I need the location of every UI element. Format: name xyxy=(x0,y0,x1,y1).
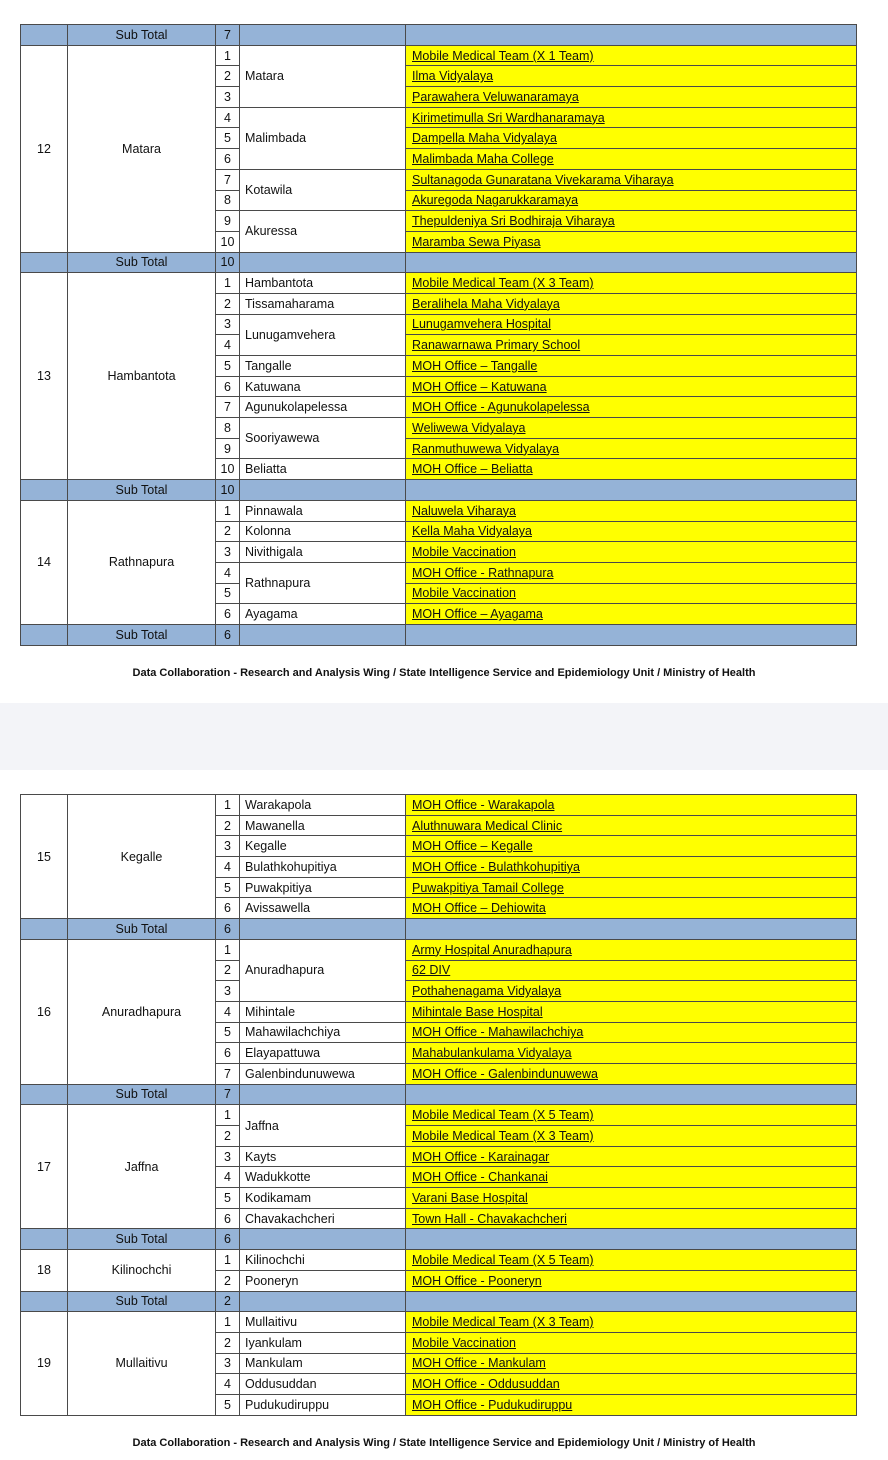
vaccination-center: MOH Office – Tangalle xyxy=(406,356,857,377)
subtotal-blank xyxy=(406,480,857,501)
district-number: 18 xyxy=(21,1250,68,1291)
vaccination-center: Dampella Maha Vidyalaya xyxy=(406,128,857,149)
moh-division: Pudukudiruppu xyxy=(240,1394,406,1415)
vaccination-center: MOH Office - Mankulam xyxy=(406,1353,857,1374)
subtotal-blank xyxy=(240,1291,406,1312)
row-index: 7 xyxy=(216,169,240,190)
vaccination-center: MOH Office - Chankanai xyxy=(406,1167,857,1188)
vaccination-center: MOH Office – Katuwana xyxy=(406,376,857,397)
vaccination-center: MOH Office - Karainagar xyxy=(406,1146,857,1167)
row-index: 1 xyxy=(216,1250,240,1271)
subtotal-blank xyxy=(406,624,857,645)
subtotal-row xyxy=(21,252,857,273)
subtotal-row xyxy=(21,919,857,940)
subtotal-blank xyxy=(240,1229,406,1250)
row-index: 9 xyxy=(216,438,240,459)
subtotal-label: Sub Total xyxy=(68,480,216,501)
vaccination-center: MOH Office - Oddusuddan xyxy=(406,1374,857,1395)
row-index: 1 xyxy=(216,1105,240,1126)
vaccination-center: Mahabulankulama Vidyalaya xyxy=(406,1043,857,1064)
vaccination-center: MOH Office – Kegalle xyxy=(406,836,857,857)
row-index: 2 xyxy=(216,960,240,981)
vaccination-center: Malimbada Maha College xyxy=(406,149,857,170)
moh-division: Warakapola xyxy=(240,795,406,816)
vaccination-center: Pothahenagama Vidyalaya xyxy=(406,981,857,1002)
subtotal-count: 10 xyxy=(216,252,240,273)
vaccination-center: 62 DIV xyxy=(406,960,857,981)
row-index: 1 xyxy=(216,795,240,816)
vaccination-centers-table-1 xyxy=(20,24,857,646)
row-index: 3 xyxy=(216,314,240,335)
subtotal-blank xyxy=(240,919,406,940)
district-name: Hambantota xyxy=(68,273,216,480)
vaccination-center: Lunugamvehera Hospital xyxy=(406,314,857,335)
row-index: 5 xyxy=(216,1394,240,1415)
moh-division: Kilinochchi xyxy=(240,1250,406,1271)
subtotal-row xyxy=(21,1229,857,1250)
moh-division: Pooneryn xyxy=(240,1270,406,1291)
vaccination-center: MOH Office - Warakapola xyxy=(406,795,857,816)
subtotal-row xyxy=(21,1084,857,1105)
row-index: 3 xyxy=(216,1353,240,1374)
subtotal-pad xyxy=(21,25,68,46)
moh-division: Kotawila xyxy=(240,169,406,210)
row-index: 4 xyxy=(216,335,240,356)
vaccination-center: Mobile Vaccination xyxy=(406,1332,857,1353)
row-index: 6 xyxy=(216,604,240,625)
row-index: 2 xyxy=(216,1332,240,1353)
row-index: 7 xyxy=(216,397,240,418)
table-row xyxy=(21,795,857,816)
table-row xyxy=(21,939,857,960)
vaccination-center: Weliwewa Vidyalaya xyxy=(406,418,857,439)
moh-division: Mihintale xyxy=(240,1001,406,1022)
row-index: 1 xyxy=(216,273,240,294)
page-separator xyxy=(0,703,888,770)
row-index: 5 xyxy=(216,1188,240,1209)
page-2 xyxy=(0,770,888,1460)
moh-division: Tissamaharama xyxy=(240,293,406,314)
row-index: 2 xyxy=(216,815,240,836)
vaccination-center: Maramba Sewa Piyasa xyxy=(406,231,857,252)
vaccination-center: Kella Maha Vidyalaya xyxy=(406,521,857,542)
row-index: 6 xyxy=(216,898,240,919)
district-name: Jaffna xyxy=(68,1105,216,1229)
subtotal-label: Sub Total xyxy=(68,252,216,273)
vaccination-center: MOH Office - Agunukolapelessa xyxy=(406,397,857,418)
moh-division: Tangalle xyxy=(240,356,406,377)
moh-division: Hambantota xyxy=(240,273,406,294)
row-index: 10 xyxy=(216,459,240,480)
moh-division: Agunukolapelessa xyxy=(240,397,406,418)
subtotal-row xyxy=(21,480,857,501)
vaccination-center: Akuregoda Nagarukkaramaya xyxy=(406,190,857,211)
subtotal-count: 7 xyxy=(216,1084,240,1105)
subtotal-blank xyxy=(240,624,406,645)
vaccination-center: Ranawarnawa Primary School xyxy=(406,335,857,356)
district-number: 12 xyxy=(21,45,68,252)
subtotal-pad xyxy=(21,1084,68,1105)
vaccination-center: Mobile Medical Team (X 1 Team) xyxy=(406,45,857,66)
subtotal-label: Sub Total xyxy=(68,1084,216,1105)
row-index: 2 xyxy=(216,66,240,87)
moh-division: Kegalle xyxy=(240,836,406,857)
subtotal-count: 2 xyxy=(216,1291,240,1312)
district-number: 17 xyxy=(21,1105,68,1229)
page-1 xyxy=(0,0,888,703)
subtotal-label: Sub Total xyxy=(68,1229,216,1250)
district-name: Rathnapura xyxy=(68,500,216,624)
subtotal-label: Sub Total xyxy=(68,624,216,645)
moh-division: Matara xyxy=(240,45,406,107)
row-index: 2 xyxy=(216,293,240,314)
moh-division: Iyankulam xyxy=(240,1332,406,1353)
row-index: 9 xyxy=(216,211,240,232)
row-index: 1 xyxy=(216,500,240,521)
moh-division: Galenbindunuwewa xyxy=(240,1063,406,1084)
row-index: 3 xyxy=(216,836,240,857)
moh-division: Pinnawala xyxy=(240,500,406,521)
moh-division: Mullaitivu xyxy=(240,1312,406,1333)
row-index: 3 xyxy=(216,981,240,1002)
subtotal-pad xyxy=(21,624,68,645)
moh-division: Elayapattuwa xyxy=(240,1043,406,1064)
moh-division: Beliatta xyxy=(240,459,406,480)
vaccination-center: Ranmuthuwewa Vidyalaya xyxy=(406,438,857,459)
moh-division: Akuressa xyxy=(240,211,406,252)
moh-division: Mahawilachchiya xyxy=(240,1022,406,1043)
vaccination-center: Varani Base Hospital xyxy=(406,1188,857,1209)
moh-division: Jaffna xyxy=(240,1105,406,1146)
district-name: Kegalle xyxy=(68,795,216,919)
subtotal-row xyxy=(21,25,857,46)
vaccination-center: MOH Office – Beliatta xyxy=(406,459,857,480)
subtotal-row xyxy=(21,1291,857,1312)
row-index: 5 xyxy=(216,877,240,898)
vaccination-center: Mobile Medical Team (X 3 Team) xyxy=(406,1312,857,1333)
moh-division: Rathnapura xyxy=(240,562,406,603)
vaccination-center: Mobile Medical Team (X 5 Team) xyxy=(406,1105,857,1126)
row-index: 1 xyxy=(216,1312,240,1333)
moh-division: Sooriyawewa xyxy=(240,418,406,459)
vaccination-center: Sultanagoda Gunaratana Vivekarama Viharaya xyxy=(406,169,857,190)
moh-division: Kolonna xyxy=(240,521,406,542)
row-index: 2 xyxy=(216,1270,240,1291)
row-index: 7 xyxy=(216,1063,240,1084)
subtotal-count: 10 xyxy=(216,480,240,501)
subtotal-blank xyxy=(240,25,406,46)
row-index: 1 xyxy=(216,45,240,66)
moh-division: Chavakachcheri xyxy=(240,1208,406,1229)
row-index: 1 xyxy=(216,939,240,960)
table-row xyxy=(21,500,857,521)
table-row xyxy=(21,45,857,66)
subtotal-blank xyxy=(406,1291,857,1312)
vaccination-center: Naluwela Viharaya xyxy=(406,500,857,521)
district-name: Kilinochchi xyxy=(68,1250,216,1291)
subtotal-blank xyxy=(406,252,857,273)
row-index: 2 xyxy=(216,1126,240,1147)
row-index: 4 xyxy=(216,1374,240,1395)
moh-division: Nivithigala xyxy=(240,542,406,563)
row-index: 3 xyxy=(216,87,240,108)
row-index: 3 xyxy=(216,1146,240,1167)
vaccination-center: Aluthnuwara Medical Clinic xyxy=(406,815,857,836)
vaccination-center: Mobile Medical Team (X 5 Team) xyxy=(406,1250,857,1271)
vaccination-center: Mihintale Base Hospital xyxy=(406,1001,857,1022)
moh-division: Malimbada xyxy=(240,107,406,169)
vaccination-center: Mobile Vaccination xyxy=(406,542,857,563)
row-index: 6 xyxy=(216,149,240,170)
moh-division: Ayagama xyxy=(240,604,406,625)
vaccination-center: Thepuldeniya Sri Bodhiraja Viharaya xyxy=(406,211,857,232)
subtotal-label: Sub Total xyxy=(68,1291,216,1312)
subtotal-blank xyxy=(406,1084,857,1105)
subtotal-count: 6 xyxy=(216,1229,240,1250)
moh-division: Mawanella xyxy=(240,815,406,836)
vaccination-center: Parawahera Veluwanaramaya xyxy=(406,87,857,108)
vaccination-center: Ilma Vidyalaya xyxy=(406,66,857,87)
district-name: Matara xyxy=(68,45,216,252)
vaccination-center: Town Hall - Chavakachcheri xyxy=(406,1208,857,1229)
subtotal-count: 6 xyxy=(216,624,240,645)
moh-division: Avissawella xyxy=(240,898,406,919)
table-row xyxy=(21,1312,857,1333)
subtotal-pad xyxy=(21,1291,68,1312)
subtotal-blank xyxy=(406,25,857,46)
row-index: 8 xyxy=(216,190,240,211)
moh-division: Lunugamvehera xyxy=(240,314,406,355)
moh-division: Katuwana xyxy=(240,376,406,397)
vaccination-center: MOH Office – Ayagama xyxy=(406,604,857,625)
district-name: Mullaitivu xyxy=(68,1312,216,1415)
footer-credit-2: Data Collaboration - Research and Analysis Wing / State Intelligence Service and Epidemiology Unit / Ministry of Health xyxy=(132,1437,756,1449)
subtotal-count: 6 xyxy=(216,919,240,940)
vaccination-center: MOH Office - Rathnapura xyxy=(406,562,857,583)
vaccination-center: MOH Office - Pooneryn xyxy=(406,1270,857,1291)
district-number: 19 xyxy=(21,1312,68,1415)
row-index: 8 xyxy=(216,418,240,439)
subtotal-blank xyxy=(406,1229,857,1250)
district-name: Anuradhapura xyxy=(68,939,216,1084)
row-index: 6 xyxy=(216,1043,240,1064)
moh-division: Kayts xyxy=(240,1146,406,1167)
subtotal-blank xyxy=(240,252,406,273)
vaccination-centers-table-2 xyxy=(20,794,857,1416)
vaccination-center: Puwakpitiya Tamail College xyxy=(406,877,857,898)
subtotal-pad xyxy=(21,1229,68,1250)
moh-division: Anuradhapura xyxy=(240,939,406,1001)
moh-division: Oddusuddan xyxy=(240,1374,406,1395)
subtotal-blank xyxy=(406,919,857,940)
vaccination-center: Beralihela Maha Vidyalaya xyxy=(406,293,857,314)
subtotal-count: 7 xyxy=(216,25,240,46)
row-index: 2 xyxy=(216,521,240,542)
vaccination-center: MOH Office - Mahawilachchiya xyxy=(406,1022,857,1043)
moh-division: Bulathkohupitiya xyxy=(240,857,406,878)
vaccination-center: MOH Office - Galenbindunuwewa xyxy=(406,1063,857,1084)
moh-division: Puwakpitiya xyxy=(240,877,406,898)
footer-credit-1: Data Collaboration - Research and Analysis Wing / State Intelligence Service and Epidemiology Unit / Ministry of Health xyxy=(132,667,756,679)
row-index: 3 xyxy=(216,542,240,563)
row-index: 5 xyxy=(216,128,240,149)
row-index: 5 xyxy=(216,583,240,604)
vaccination-center: MOH Office – Dehiowita xyxy=(406,898,857,919)
subtotal-label: Sub Total xyxy=(68,919,216,940)
vaccination-center: MOH Office - Bulathkohupitiya xyxy=(406,857,857,878)
row-index: 6 xyxy=(216,376,240,397)
district-number: 13 xyxy=(21,273,68,480)
vaccination-center: Mobile Medical Team (X 3 Team) xyxy=(406,1126,857,1147)
subtotal-label: Sub Total xyxy=(68,25,216,46)
moh-division: Kodikamam xyxy=(240,1188,406,1209)
moh-division: Wadukkotte xyxy=(240,1167,406,1188)
vaccination-center: Mobile Medical Team (X 3 Team) xyxy=(406,273,857,294)
row-index: 4 xyxy=(216,107,240,128)
table-row xyxy=(21,1105,857,1126)
subtotal-row xyxy=(21,624,857,645)
moh-division: Mankulam xyxy=(240,1353,406,1374)
row-index: 10 xyxy=(216,231,240,252)
row-index: 4 xyxy=(216,1167,240,1188)
subtotal-pad xyxy=(21,919,68,940)
row-index: 5 xyxy=(216,1022,240,1043)
table-row xyxy=(21,1250,857,1271)
vaccination-center: MOH Office - Pudukudiruppu xyxy=(406,1394,857,1415)
row-index: 4 xyxy=(216,562,240,583)
row-index: 5 xyxy=(216,356,240,377)
district-number: 14 xyxy=(21,500,68,624)
subtotal-blank xyxy=(240,480,406,501)
row-index: 4 xyxy=(216,857,240,878)
subtotal-pad xyxy=(21,252,68,273)
subtotal-pad xyxy=(21,480,68,501)
vaccination-center: Kirimetimulla Sri Wardhanaramaya xyxy=(406,107,857,128)
subtotal-blank xyxy=(240,1084,406,1105)
district-number: 16 xyxy=(21,939,68,1084)
row-index: 6 xyxy=(216,1208,240,1229)
vaccination-center: Mobile Vaccination xyxy=(406,583,857,604)
vaccination-center: Army Hospital Anuradhapura xyxy=(406,939,857,960)
row-index: 4 xyxy=(216,1001,240,1022)
district-number: 15 xyxy=(21,795,68,919)
table-row xyxy=(21,273,857,294)
